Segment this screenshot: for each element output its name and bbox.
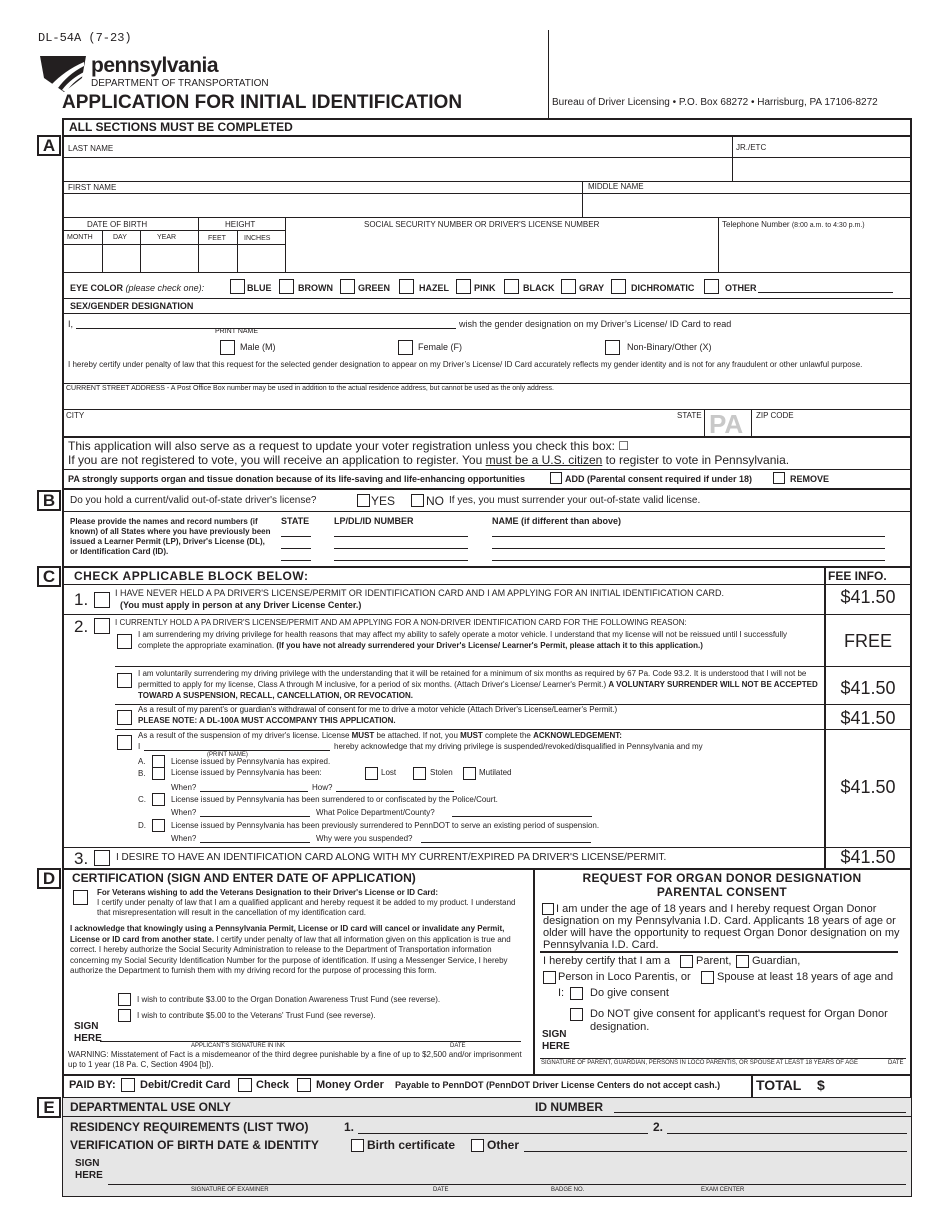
d-title: CERTIFICATION (SIGN AND ENTER DATE OF APPLICATION) <box>72 871 416 885</box>
contrib-organ-label: I wish to contribute $3.00 to the Organ Donation Awareness Trust Fund (see reverse). <box>137 995 441 1004</box>
total-label: TOTAL <box>756 1077 802 1093</box>
female-label: Female (F) <box>418 342 463 352</box>
d-warning: WARNING: Misstatement of Fact is a misdemeanor of the third degree punishable by a fine of up to $2,500 and/or imprisonment up to 1 year (18 Pa. C, Section 4904 [b]). <box>68 1050 522 1069</box>
item-2d-text-2: be attached. If not, you <box>374 731 461 740</box>
fee-2d: $41.50 <box>840 777 896 797</box>
option-c-text: License issued by Pennsylvania has been surrendered to or confiscated by the Police/Court. <box>171 795 498 804</box>
item-2b-text: I am voluntarily surrendering my driving privilege with the understanding that it will be retained for a minimum of six months as required by 67 Pa. Code 93.2. It is understood that I will not be permitted to apply for my license, Class A through M inclusive, for a period of six months. (Attach Driver's License/ Learner's Permit.) <box>138 669 807 689</box>
month-label: MONTH <box>67 234 93 241</box>
mutilated-checkbox[interactable] <box>463 767 476 780</box>
guardian-checkbox[interactable] <box>736 955 749 968</box>
b-name-label: NAME (if different than above) <box>492 516 622 526</box>
give-consent-checkbox[interactable] <box>570 987 583 1000</box>
item-2d-checkbox[interactable] <box>117 735 132 750</box>
b-provide: Please provide the names and record numbers (if known) of all States where you have previously been issued a Learner Permit (LP), Driver's License (DL), or Identification Card (ID). <box>70 517 271 556</box>
fee-3: $41.50 <box>840 847 896 867</box>
item-3-checkbox[interactable] <box>94 850 110 866</box>
veteran-text: I certify under penalty of law that I am a qualified applicant and hereby request it be added to my product. I understand that misrepresentation will result in the cancellation of my identification card. <box>97 898 516 917</box>
day-label: DAY <box>113 234 127 241</box>
birth-cert-label: Birth certificate <box>367 1138 456 1152</box>
eye-other-label: OTHER <box>725 283 757 293</box>
parent-sig-label: SIGNATURE OF PARENT, GUARDIAN, PERSONS IN LOCO PARENTIS, OR SPOUSE AT LEAST 18 YEARS OF AGE <box>541 1060 858 1066</box>
total-dollar: $ <box>817 1077 825 1093</box>
item-2-text: I CURRENTLY HOLD A PA DRIVER'S LICENSE/PERMIT AND AM APPLYING FOR A NON-DRIVER IDENTIFICATION CARD FOR THE FOLLOWING REASON: <box>115 618 687 627</box>
i-label: I: <box>558 987 565 999</box>
option-d-text: License issued by Pennsylvania has been previously surrendered to PennDOT to serve an existing period of suspension. <box>171 821 600 830</box>
first-name-label: FIRST NAME <box>68 183 117 192</box>
mutilated-label: Mutilated <box>479 768 512 777</box>
examiner-sig-label: SIGNATURE OF EXAMINER <box>191 1187 269 1193</box>
eye-dichromatic-checkbox[interactable] <box>611 279 626 294</box>
logo-name: pennsylvania <box>91 54 219 77</box>
item-2a-note: (If you have not already surrendered your Driver's License/ Learner's Permit, please attach it to this application.) <box>276 641 703 650</box>
phone-hours: (8:00 a.m. to 4:30 p.m.) <box>791 222 865 229</box>
eye-gray-label: GRAY <box>579 283 605 293</box>
voter-text-2a: If you are not registered to vote, you will receive an application to register. You <box>68 453 486 467</box>
option-b-checkbox[interactable] <box>152 767 165 780</box>
organ-title-1: REQUEST FOR ORGAN DONOR DESIGNATION <box>582 871 862 885</box>
eye-other-checkbox[interactable] <box>704 279 719 294</box>
eye-dichromatic-label: DICHROMATIC <box>631 283 695 293</box>
ssn-label: SOCIAL SECURITY NUMBER OR DRIVER'S LICENSE NUMBER <box>364 220 600 229</box>
residency-label: RESIDENCY REQUIREMENTS (LIST TWO) <box>70 1120 309 1134</box>
male-checkbox[interactable] <box>220 340 235 355</box>
stolen-checkbox[interactable] <box>413 767 426 780</box>
loco-label: Person in Loco Parentis, or <box>558 971 691 983</box>
eye-gray-checkbox[interactable] <box>561 279 576 294</box>
card-checkbox[interactable] <box>121 1078 135 1092</box>
stolen-label: Stolen <box>430 768 453 777</box>
sign-here-top: SIGN <box>74 1021 99 1032</box>
state-value: PA <box>709 409 744 439</box>
b-when-label: When? <box>171 783 197 792</box>
item-3-text: I DESIRE TO HAVE AN IDENTIFICATION CARD ALONG WITH MY CURRENT/EXPIRED PA DRIVER'S LICENSE/PERMIT. <box>116 852 667 863</box>
state-label: STATE <box>677 411 702 420</box>
parent-sign-here-bottom: HERE <box>542 1041 570 1052</box>
b-lp-label: LP/DL/ID NUMBER <box>334 516 414 526</box>
item-2b-checkbox[interactable] <box>117 673 132 688</box>
section-d-marker: D <box>37 868 61 889</box>
item-2c-note: PLEASE NOTE: A DL-100A MUST ACCOMPANY THIS APPLICATION. <box>138 716 396 725</box>
lost-checkbox[interactable] <box>365 767 378 780</box>
hereby-certify: I hereby certify that I am a <box>543 955 671 967</box>
zip-label: ZIP CODE <box>756 411 794 420</box>
organ-add-label: ADD (Parental consent required if under 18) <box>565 474 753 484</box>
nonbinary-label: Non-Binary/Other (X) <box>627 342 712 352</box>
card-label: Debit/Credit Card <box>140 1079 231 1091</box>
fee-2a: FREE <box>843 631 892 651</box>
eye-other-field[interactable] <box>758 292 893 293</box>
no-consent-label: Do NOT give consent for applicant's request for Organ Donor designation. <box>590 1008 888 1033</box>
veteran-title: For Veterans wishing to add the Veterans Designation to their Driver's License or ID Card: <box>97 888 439 897</box>
city-label: CITY <box>66 411 85 420</box>
organ-remove-label: REMOVE <box>790 474 830 484</box>
item-2b-note: A VOLUNTARY SURRENDER WILL NOT BE ACCEPTED TOWARD A SUSPENSION, RECALL, CANCELLATION, OR REVOCATION. <box>138 680 818 700</box>
form-id: DL-54A (7-23) <box>38 31 132 45</box>
male-label: Male (M) <box>240 342 276 352</box>
item-1-note: (You must apply in person at any Driver License Center.) <box>120 600 362 610</box>
check-checkbox[interactable] <box>238 1078 252 1092</box>
parent-checkbox[interactable] <box>680 955 693 968</box>
logo-dept: DEPARTMENT OF TRANSPORTATION <box>91 78 269 89</box>
badge-label: BADGE NO. <box>551 1187 585 1193</box>
option-b-letter: B. <box>138 769 146 778</box>
dept-use-title: DEPARTMENTAL USE ONLY <box>70 1100 231 1114</box>
eye-pink-checkbox[interactable] <box>456 279 471 294</box>
option-d-letter: D. <box>138 821 146 830</box>
parent-signature-line[interactable] <box>540 1058 906 1059</box>
b-surrender: If yes, you must surrender your out-of-state valid license. <box>449 495 701 506</box>
section-a-marker: A <box>37 135 61 156</box>
parent-sign-here-top: SIGN <box>542 1029 567 1040</box>
middle-name-label: MIDDLE NAME <box>588 182 644 191</box>
eye-blue-checkbox[interactable] <box>230 279 245 294</box>
item-1-number: 1. <box>74 590 89 609</box>
keystone-logo-icon <box>38 54 88 94</box>
option-c-letter: C. <box>138 795 146 804</box>
gender-i: I, <box>68 319 74 329</box>
option-a-text: License issued by Pennsylvania has expired. <box>171 757 331 766</box>
spouse-checkbox[interactable] <box>701 971 714 984</box>
gender-wish: wish the gender designation on my Driver’s License/ ID Card to read <box>459 319 732 329</box>
item-2c-text: As a result of my parent's or guardian's withdrawal of consent for me to drive a motor vehicle (Attach Driver's License/Learner's Permit.) <box>138 705 618 714</box>
eye-brown-label: BROWN <box>298 283 333 293</box>
voter-text-1: This application will also serve as a request to update your voter registration unless you check this box: ☐ <box>68 439 630 453</box>
residency-1: 1. <box>344 1120 355 1134</box>
parent-label: Parent, <box>696 955 732 967</box>
item-2d-name-field[interactable] <box>144 750 330 751</box>
all-sections-note: ALL SECTIONS MUST BE COMPLETED <box>69 120 293 134</box>
phone-label: Telephone Number <box>722 220 790 229</box>
option-b-text: License issued by Pennsylvania has been: <box>171 768 322 777</box>
contrib-veterans-label: I wish to contribute $5.00 to the Veterans' Trust Fund (see reverse). <box>137 1011 376 1020</box>
gender-name-field[interactable] <box>76 328 456 329</box>
item-2-number: 2. <box>74 617 89 636</box>
inches-label: INCHES <box>244 235 271 242</box>
paid-by-label: PAID BY: <box>69 1079 116 1091</box>
section-b-marker: B <box>37 490 61 511</box>
organ-add-checkbox[interactable] <box>550 472 562 484</box>
eye-black-label: BLACK <box>523 283 555 293</box>
c-title: CHECK APPLICABLE BLOCK BELOW: <box>74 569 309 583</box>
loco-checkbox[interactable] <box>543 971 556 984</box>
eye-blue-label: BLUE <box>247 283 272 293</box>
organ-title-2: PARENTAL CONSENT <box>656 885 788 899</box>
item-2a-checkbox[interactable] <box>117 634 132 649</box>
guardian-label: Guardian, <box>752 955 801 967</box>
birth-cert-checkbox[interactable] <box>351 1139 364 1152</box>
other-id-label: Other <box>487 1138 520 1152</box>
voter-text-2c: to register to vote in Pennsylvania. <box>602 453 790 467</box>
item-2d-text-1: As a result of the suspension of my driver's license. License <box>138 731 352 740</box>
organ-remove-checkbox[interactable] <box>773 472 785 484</box>
b-yes-checkbox[interactable] <box>357 494 370 507</box>
lost-label: Lost <box>381 768 397 777</box>
examiner-signature-line[interactable] <box>108 1184 906 1185</box>
eye-green-label: GREEN <box>358 283 391 293</box>
sign-here-bottom: HERE <box>74 1033 102 1044</box>
fee-title: FEE INFO. <box>828 569 887 583</box>
give-consent-label: Do give consent <box>590 987 669 999</box>
d-when-label: When? <box>171 834 197 843</box>
section-c-marker: C <box>37 566 61 587</box>
item-2-checkbox[interactable] <box>94 618 110 634</box>
last-name-label: LAST NAME <box>68 144 114 153</box>
contrib-organ-checkbox[interactable] <box>118 993 131 1006</box>
female-checkbox[interactable] <box>398 340 413 355</box>
item-2a-text: I am surrendering my driving privilege for health reasons that may affect my ability to safely operate a motor vehicle. I understand that my license will not be reissued until I successfully complete the appropriate examination. <box>138 630 788 650</box>
jr-label: JR./ETC <box>736 143 767 152</box>
item-2c-checkbox[interactable] <box>117 710 132 725</box>
feet-label: FEET <box>208 235 226 242</box>
id-number-label: ID NUMBER <box>535 1100 603 1114</box>
section-e-marker: E <box>37 1097 61 1118</box>
eye-color-hint: (please check one): <box>125 283 205 293</box>
address-label: CURRENT STREET ADDRESS - A Post Office Box number may be used in addition to the actual residence address, but cannot be used as the only address. <box>66 385 554 392</box>
verification-label: VERIFICATION OF BIRTH DATE & IDENTITY <box>70 1138 319 1152</box>
c-what-label: What Police Department/County? <box>316 808 435 817</box>
residency-2: 2. <box>653 1120 664 1134</box>
b-no-checkbox[interactable] <box>411 494 424 507</box>
eye-brown-checkbox[interactable] <box>279 279 294 294</box>
year-label: YEAR <box>157 234 177 241</box>
eye-black-checkbox[interactable] <box>504 279 519 294</box>
bureau-address: Bureau of Driver Licensing • P.O. Box 68272 • Harrisburg, PA 17106-8272 <box>552 97 878 108</box>
organ-support: PA strongly supports organ and tissue donation because of its life-saving and life-enhancing opportunities <box>68 474 526 484</box>
voter-citizen: must be a U.S. citizen <box>485 453 603 467</box>
applicant-date-label: DATE <box>450 1043 466 1049</box>
c-when-label: When? <box>171 808 197 817</box>
money-order-label: Money Order <box>316 1079 384 1091</box>
item-2d-text-3: complete the <box>482 731 534 740</box>
height-label: HEIGHT <box>225 220 256 229</box>
b-state-label: STATE <box>281 516 310 526</box>
eye-color-label: EYE COLOR <box>70 283 124 293</box>
money-order-checkbox[interactable] <box>297 1078 311 1092</box>
form-frame <box>62 118 912 1197</box>
examiner-sign-bottom: HERE <box>75 1170 103 1181</box>
applicant-sig-label: APPLICANT'S SIGNATURE IN INK <box>191 1043 286 1049</box>
eye-hazel-label: HAZEL <box>419 283 449 293</box>
item-2d-print-name: (PRINT NAME) <box>207 752 248 758</box>
fee-2b: $41.50 <box>840 678 896 698</box>
eye-green-checkbox[interactable] <box>340 279 355 294</box>
no-consent-checkbox[interactable] <box>570 1008 583 1021</box>
applicant-signature-line[interactable] <box>100 1041 521 1042</box>
d-ack-bold: I acknowledge that knowingly using a Pennsylvania Permit, License or ID card will cancel or invalidate any Permit, License or ID card from another state. <box>70 924 505 944</box>
item-3-number: 3. <box>74 849 89 868</box>
page-title: APPLICATION FOR INITIAL IDENTIFICATION <box>62 92 463 113</box>
examiner-sign-top: SIGN <box>75 1158 100 1169</box>
print-name-label: PRINT NAME <box>215 328 259 335</box>
option-d-checkbox[interactable] <box>152 819 165 832</box>
item-2d-hereby: hereby acknowledge that my driving privilege is suspended/revoked/disqualified in Pennsylvania and my <box>334 742 703 751</box>
veteran-checkbox[interactable] <box>73 890 88 905</box>
contrib-veterans-checkbox[interactable] <box>118 1009 131 1022</box>
item-2d-ack: ACKNOWLEDGEMENT: <box>533 731 622 740</box>
d-why-label: Why were you suspended? <box>316 834 413 843</box>
payable-note: Payable to PennDOT (PennDOT Driver License Centers do not accept cash.) <box>395 1080 721 1090</box>
examiner-date-label: DATE <box>433 1187 449 1193</box>
item-2d-must-2: MUST <box>460 731 483 740</box>
item-1-checkbox[interactable] <box>94 592 110 608</box>
parent-date-label: DATE <box>888 1060 904 1066</box>
gender-certify: I hereby certify under penalty of law that this request for the selected gender designation to appear on my Driver’s License/ ID Card accurately reflects my gender identity and is not for any fraudulent or other unlawful purpose. <box>68 360 863 369</box>
eye-pink-label: PINK <box>474 283 496 293</box>
item-2d-must-1: MUST <box>351 731 375 740</box>
dob-label: DATE OF BIRTH <box>87 220 148 229</box>
b-question: Do you hold a current/valid out-of-state driver's license? <box>70 495 317 506</box>
b-yes-label: YES <box>371 494 396 508</box>
fee-1: $41.50 <box>840 587 896 607</box>
spouse-label: Spouse at least 18 years of age and <box>717 971 894 983</box>
nonbinary-checkbox[interactable] <box>605 340 620 355</box>
sex-title: SEX/GENDER DESIGNATION <box>70 301 194 311</box>
b-no-label: NO <box>426 494 444 508</box>
eye-hazel-checkbox[interactable] <box>399 279 414 294</box>
exam-center-label: EXAM CENTER <box>701 1187 745 1193</box>
item-1-text: I HAVE NEVER HELD A PA DRIVER'S LICENSE/PERMIT OR IDENTIFICATION CARD AND I AM APPLYING FOR AN INITIAL IDENTIFICATION CARD. <box>115 588 724 598</box>
other-id-checkbox[interactable] <box>471 1139 484 1152</box>
fee-2c: $41.50 <box>840 708 896 728</box>
organ-request-text: I am under the age of 18 years and I hereby request Organ Donor designation on my Pennsylvania I.D. Card. Applicants 18 years of age or older will have the opportunity to request Organ Donor designation on my Pennsylvania I.D. Card. <box>543 903 900 951</box>
d-ack-text: I certify under penalty of law that all information given on this application is true and correct. I hereby authorize the Social Security Administration to release to the Department of Transportation information concerning my Social Security Identification Number for the purpose of identification. If using a Messenger Service, I hereby authorize the Department to furnish them with my driving record for the purpose of processing this form. <box>70 934 511 975</box>
b-how-label: How? <box>312 783 333 792</box>
option-a-letter: A. <box>138 757 146 766</box>
check-label: Check <box>256 1079 290 1091</box>
option-c-checkbox[interactable] <box>152 793 165 806</box>
item-2d-i: I <box>138 742 141 751</box>
